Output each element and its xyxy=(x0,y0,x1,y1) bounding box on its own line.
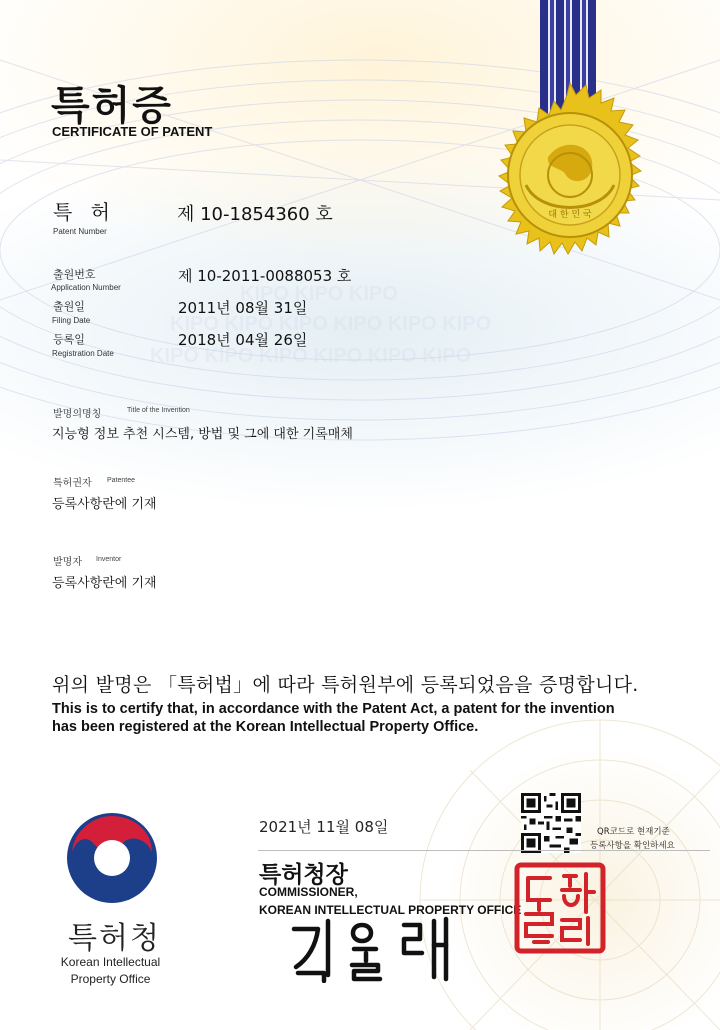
invention-title-label: 발명의명칭 xyxy=(53,409,102,420)
inventor-label: 발명자 xyxy=(53,557,82,568)
patent-number-label-en: Patent Number xyxy=(53,227,107,236)
patentee-label-en: Patentee xyxy=(107,477,136,484)
registration-date-label-en: Registration Date xyxy=(52,349,114,358)
certification-statement-en-line2: has been registered at the Korean Intellectual Property Office. xyxy=(52,719,479,735)
registration-date-label: 등록일 xyxy=(53,333,85,346)
registration-date-value: 2018년 04월 26일 xyxy=(178,331,308,349)
svg-text:KIPO KIPO KIPO: KIPO KIPO KIPO xyxy=(240,283,398,305)
national-emblem-gold-seal xyxy=(475,80,665,270)
certification-statement-en-line1: This is to certify that, in accordance with the Patent Act, a patent for the invention xyxy=(52,701,615,717)
certificate-subtitle: CERTIFICATE OF PATENT xyxy=(52,124,213,139)
svg-text:KIPO KIPO KIPO KIPO KIPO KIPO: KIPO KIPO KIPO KIPO KIPO KIPO xyxy=(150,345,472,367)
invention-title-value: 지능형 정보 추천 시스템, 방법 및 그에 대한 기록매체 xyxy=(52,427,353,442)
application-number-label: 출원번호 xyxy=(53,268,96,281)
signature-divider xyxy=(258,850,710,851)
svg-text:KIPO KIPO KIPO KIPO KIPO KIPO: KIPO KIPO KIPO KIPO KIPO KIPO xyxy=(170,313,492,335)
filing-date-value: 2011년 08월 31일 xyxy=(178,299,308,317)
patentee-label: 특허권자 xyxy=(53,478,92,489)
commissioner-title-en-line2: KOREAN INTELLECTUAL PROPERTY OFFICE xyxy=(259,903,522,917)
inventor-label-en: Inventor xyxy=(96,556,122,563)
kipo-name-en-line1: Korean Intellectual xyxy=(60,955,161,969)
official-red-seal xyxy=(514,862,606,954)
commissioner-title-ko: 특허청장 xyxy=(259,862,348,888)
seal-label: 대 한 민 국 xyxy=(548,210,592,220)
application-number-label-en: Application Number xyxy=(51,283,121,292)
patent-number-value: 제 10-1854360 호 xyxy=(177,204,333,225)
filing-date-label-en: Filing Date xyxy=(52,316,91,325)
certificate-title: 특허증 xyxy=(51,83,173,129)
commissioner-title-en-line1: COMMISSIONER, xyxy=(259,885,358,899)
issue-date: 2021년 11월 08일 xyxy=(259,818,389,836)
qr-code[interactable] xyxy=(521,793,581,853)
patent-number-label: 특 허 xyxy=(53,200,116,224)
kipo-taegeuk-logo xyxy=(66,812,158,904)
qr-caption-line2: 등록사항을 확인하세요 xyxy=(590,841,675,851)
patentee-value: 등록사항란에 기재 xyxy=(52,497,157,512)
kipo-name-ko: 특허청 xyxy=(68,921,161,956)
commissioner-signature xyxy=(288,915,478,983)
invention-title-label-en: Title of the Invention xyxy=(127,407,190,414)
qr-caption-line1: QR코드로 현재기준 xyxy=(597,827,670,837)
application-number-value: 제 10-2011-0088053 호 xyxy=(178,267,352,285)
kipo-name-en-line2: Property Office xyxy=(70,972,151,986)
certification-statement-ko: 위의 발명은 「특허법」에 따라 특허원부에 등록되었음을 증명합니다. xyxy=(52,674,639,696)
filing-date-label: 출원일 xyxy=(53,300,85,313)
inventor-value: 등록사항란에 기재 xyxy=(52,576,157,591)
